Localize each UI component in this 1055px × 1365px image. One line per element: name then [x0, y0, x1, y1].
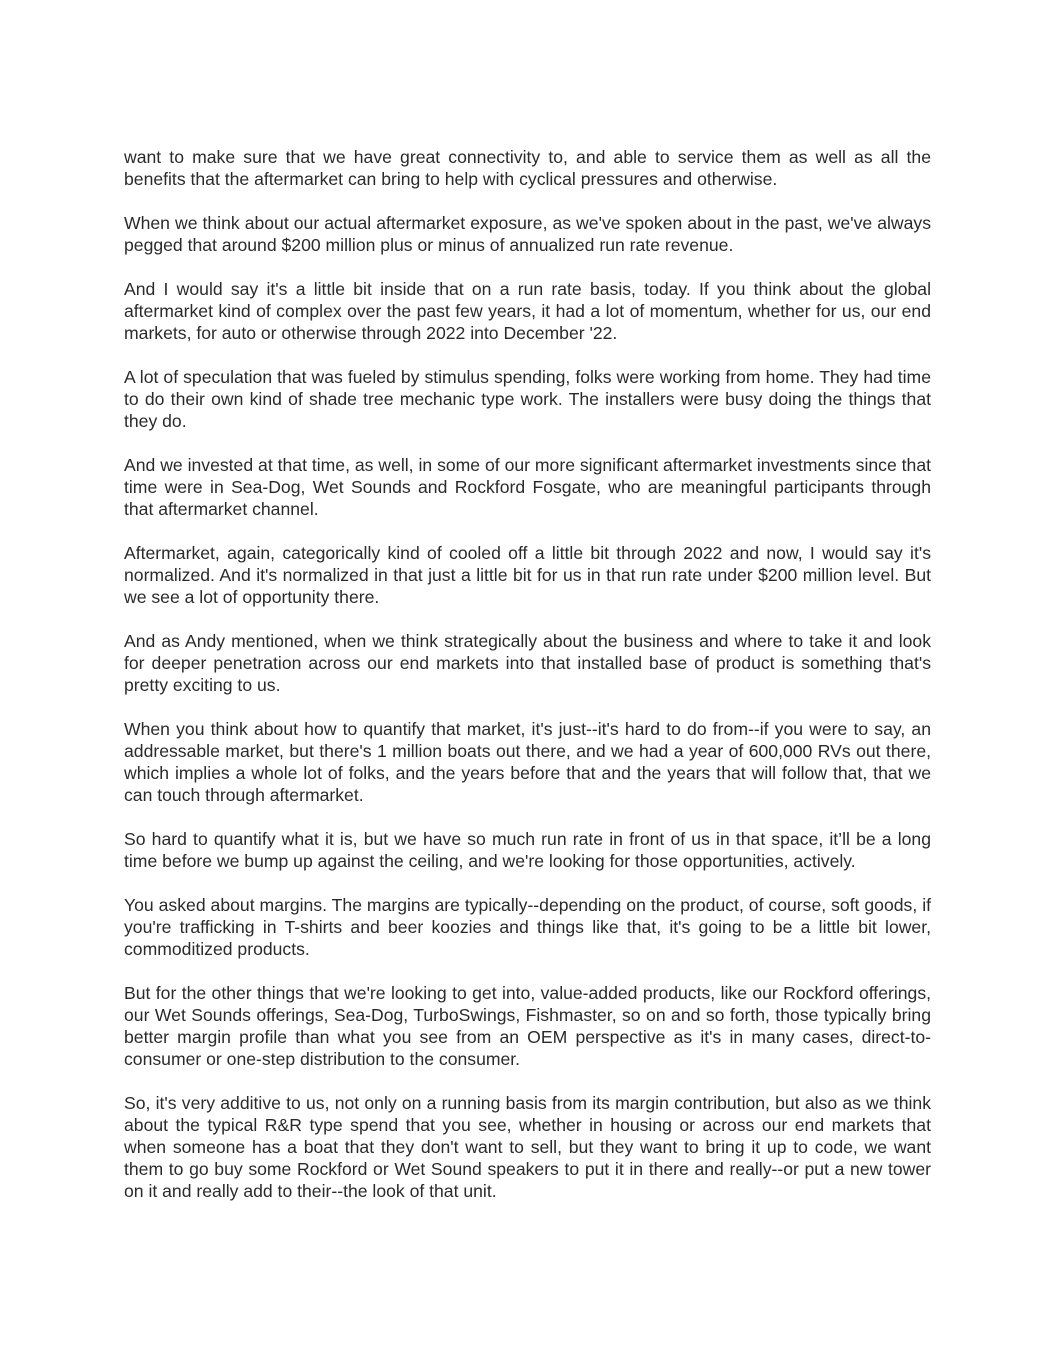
paragraph-9: So hard to quantify what it is, but we have so much run rate in front of us in that space, it’ll be a long time before we bump up against the ceiling, and we're looking for those opportunities, actively.	[124, 829, 931, 871]
paragraph-2: When we think about our actual aftermarket exposure, as we've spoken about in the past, we've always pegged that around $200 million plus or minus of annualized run rate revenue.	[124, 213, 931, 255]
paragraph-6: Aftermarket, again, categorically kind of cooled off a little bit through 2022 and now, I would say it's normalized. And it's normalized in that just a little bit for us in that run rate under $200 million level. But we see a lot of opportunity there.	[124, 543, 931, 607]
paragraph-12: So, it's very additive to us, not only on a running basis from its margin contribution, but also as we think about the typical R&R type spend that you see, whether in housing or across our end markets that when someone has a boat that they don't want to sell, but they want to bring it up to code, we want them to go buy some Rockford or Wet Sound speakers to put it in there and really--or put a new tower on it and really add to their--the look of that unit.	[124, 1093, 931, 1201]
paragraph-7: And as Andy mentioned, when we think strategically about the business and where to take it and look for deeper penetration across our end markets into that installed base of product is something that's pretty exciting to us.	[124, 631, 931, 695]
paragraph-1: want to make sure that we have great connectivity to, and able to service them as well as all the benefits that the aftermarket can bring to help with cyclical pressures and otherwise.	[124, 147, 931, 189]
paragraph-5: And we invested at that time, as well, in some of our more significant aftermarket investments since that time were in Sea-Dog, Wet Sounds and Rockford Fosgate, who are meaningful participants through that aftermarket channel.	[124, 455, 931, 519]
paragraph-8: When you think about how to quantify that market, it's just--it's hard to do from--if you were to say, an addressable market, but there's 1 million boats out there, and we had a year of 600,000 RVs out there, which implies a whole lot of folks, and the years before that and the years that will follow that, that we can touch through aftermarket.	[124, 719, 931, 805]
paragraph-11: But for the other things that we're looking to get into, value-added products, like our Rockford offerings, our Wet Sounds offerings, Sea-Dog, TurboSwings, Fishmaster, so on and so forth, those typically bring better margin profile than what you see from an OEM perspective as it's in many cases, direct-to-consumer or one-step distribution to the consumer.	[124, 983, 931, 1069]
paragraph-4: A lot of speculation that was fueled by stimulus spending, folks were working from home. They had time to do their own kind of shade tree mechanic type work. The installers were busy doing the things that they do.	[124, 367, 931, 431]
paragraph-3: And I would say it's a little bit inside that on a run rate basis, today. If you think about the global aftermarket kind of complex over the past few years, it had a lot of momentum, whether for us, our end markets, for auto or otherwise through 2022 into December '22.	[124, 279, 931, 343]
paragraph-10: You asked about margins. The margins are typically--depending on the product, of course, soft goods, if you're trafficking in T-shirts and beer koozies and things like that, it's going to be a little bit lower, commoditized products.	[124, 895, 931, 959]
transcript-body	[124, 146, 931, 1202]
